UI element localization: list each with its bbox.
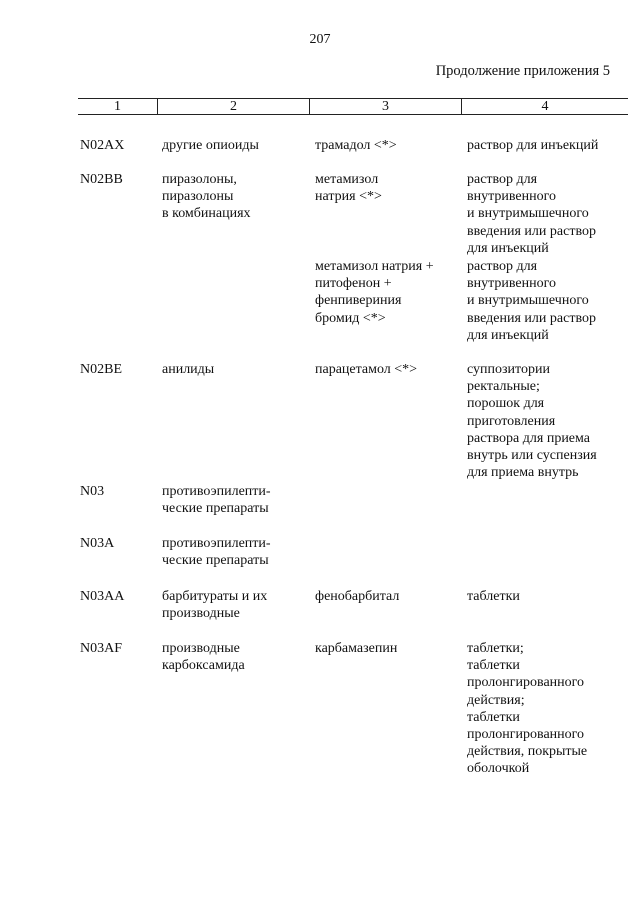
substance-name: карбамазепин xyxy=(315,641,398,656)
group-name: анилиды xyxy=(162,362,215,377)
dosage-form: таблетки; таблетки пролонгированного действия; таблетки пролонгированного действия, покрытые оболочкой xyxy=(467,641,588,777)
column-number-1: 1 xyxy=(114,99,121,114)
group-name: производные карбоксамида xyxy=(162,641,245,674)
dosage-form: раствор для инъекций xyxy=(467,138,599,153)
substance-name: метамизол натрия + питофенон + фенпивериния бромид <*> xyxy=(315,259,434,326)
atc-code: N03AF xyxy=(80,641,123,656)
group-name: другие опиоиды xyxy=(162,138,259,153)
continuation-label: Продолжение приложения 5 xyxy=(435,63,610,79)
dosage-form: раствор для внутривенного и внутримышечного введения или раствор для инъекций xyxy=(467,172,596,256)
atc-code: N03AA xyxy=(80,589,125,604)
substance-name: трамадол <*> xyxy=(315,138,397,153)
group-name: барбитураты и их производные xyxy=(162,589,268,622)
substance-name: парацетамол <*> xyxy=(315,362,418,377)
column-number-4: 4 xyxy=(541,99,549,114)
atc-code: N02BE xyxy=(80,362,122,377)
group-name: противоэпилепти- ческие препараты xyxy=(162,484,271,517)
substance-name: метамизол натрия <*> xyxy=(315,172,382,205)
group-name: пиразолоны, пиразолоны в комбинациях xyxy=(162,172,251,222)
column-number-3: 3 xyxy=(382,99,389,114)
atc-code: N02BB xyxy=(80,172,123,187)
atc-code: N03 xyxy=(80,484,105,499)
group-name: противоэпилепти- ческие препараты xyxy=(162,536,271,569)
dosage-form: суппозитории ректальные; порошок для приготовления раствора для приема внутрь или суспензия для приема внутрь xyxy=(467,362,597,481)
dosage-form: раствор для внутривенного и внутримышечного введения или раствор для инъекций xyxy=(467,259,596,343)
page-number: 207 xyxy=(309,32,331,47)
dosage-form: таблетки xyxy=(467,589,520,604)
atc-code: N02AX xyxy=(80,138,125,153)
substance-name: фенобарбитал xyxy=(315,589,400,604)
atc-code: N03A xyxy=(80,536,115,551)
column-number-2: 2 xyxy=(230,99,237,114)
